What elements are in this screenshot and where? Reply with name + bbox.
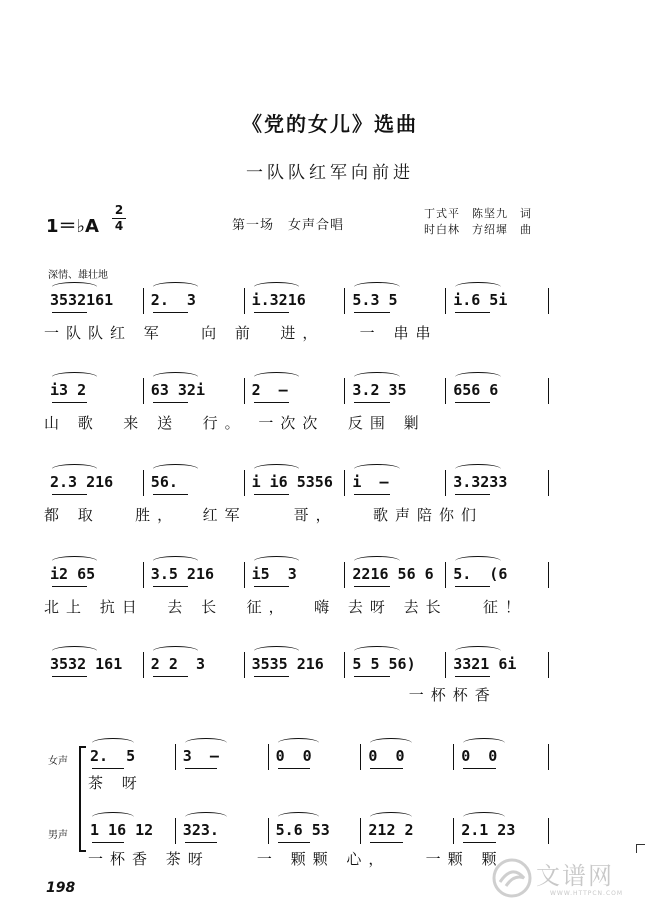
measure: 323.: [182, 821, 219, 839]
measure: 63 32i: [150, 381, 205, 399]
lyrics-line: 一杯杯香: [44, 686, 497, 704]
beam-underline: [278, 842, 310, 843]
slur-mark: [463, 812, 505, 822]
song-title: 一队队红军向前进: [246, 163, 414, 183]
notation-row: [46, 288, 550, 314]
barline: [445, 470, 446, 496]
beam-underline: [153, 494, 188, 495]
watermark-url: WWW.HTTPCN.COM: [550, 890, 624, 897]
notation-row: [46, 562, 550, 588]
barline: [268, 744, 269, 770]
barline: [175, 744, 176, 770]
barline: [548, 652, 549, 678]
beam-underline: [455, 402, 490, 403]
slur-mark: [153, 372, 198, 382]
barline: [453, 744, 454, 770]
measure: 2. 3: [150, 291, 196, 309]
measure: 2.3 216: [50, 473, 114, 491]
beam-underline: [153, 676, 188, 677]
page-title: 《党的女儿》选曲: [242, 112, 418, 136]
slur-mark: [254, 372, 299, 382]
slur-mark: [153, 556, 198, 566]
beam-underline: [92, 842, 124, 843]
barline: [360, 744, 361, 770]
beam-underline: [354, 494, 389, 495]
measure: 2 2 3: [150, 655, 205, 673]
notation-row: [46, 378, 550, 404]
slur-mark: [370, 738, 412, 748]
lyrics-line: 都 取 胜， 红军 哥， 歌声陪你们: [44, 506, 483, 524]
beam-underline: [52, 676, 87, 677]
scene-label: 第一场 女声合唱: [232, 218, 345, 233]
slur-mark: [185, 812, 227, 822]
beam-underline: [185, 842, 217, 843]
measure: 3.5 216: [150, 565, 215, 583]
slur-mark: [153, 282, 198, 292]
slur-mark: [455, 282, 500, 292]
slur-mark: [153, 646, 198, 656]
beam-underline: [153, 586, 188, 587]
slur-mark: [455, 464, 500, 474]
tempo-marking: 深情、雄壮地: [48, 270, 108, 281]
page-number: 198: [46, 880, 76, 896]
lyrics-line: 山 歌 来 送 行。 一次次 反围 剿: [44, 414, 426, 432]
beam-underline: [354, 402, 389, 403]
barline: [360, 818, 361, 844]
measure: 3535 216: [251, 655, 324, 673]
beam-underline: [52, 494, 87, 495]
barline: [143, 562, 144, 588]
barline: [548, 470, 549, 496]
barline: [548, 818, 549, 844]
slur-mark: [52, 282, 97, 292]
barline: [344, 562, 345, 588]
measure: i2 65: [50, 565, 96, 583]
notation-row-male: [86, 818, 550, 844]
beam-underline: [254, 586, 289, 587]
measure: 5.3 5: [352, 291, 398, 309]
time-signature-bottom: 4: [114, 219, 124, 233]
notation-row-female: [86, 744, 550, 770]
beam-underline: [455, 586, 490, 587]
measure: 5. (6: [453, 565, 508, 583]
beam-underline: [254, 312, 289, 313]
measure: i i6 5356: [251, 473, 333, 491]
watermark-text: 文谱网: [536, 862, 614, 890]
voice-label-female: 女声: [48, 756, 68, 767]
beam-underline: [354, 586, 389, 587]
beam-underline: [52, 586, 87, 587]
beam-underline: [370, 842, 402, 843]
barline: [445, 652, 446, 678]
slur-mark: [455, 646, 500, 656]
measure: 0 0: [461, 747, 498, 765]
slur-mark: [370, 812, 412, 822]
lyrics-line: 北上 抗日 去 长 征， 嗨 去呀 去长 征！: [44, 598, 527, 616]
slur-mark: [278, 812, 320, 822]
slur-mark: [354, 282, 399, 292]
measure: 1 16 12: [90, 821, 154, 839]
measure: 2. 5: [90, 747, 136, 765]
beam-underline: [463, 842, 495, 843]
beam-underline: [92, 768, 124, 769]
slur-mark: [463, 738, 505, 748]
beam-underline: [463, 768, 495, 769]
beam-underline: [52, 312, 87, 313]
key-signature: 1＝♭A: [46, 216, 99, 237]
beam-underline: [455, 494, 490, 495]
beam-underline: [254, 676, 289, 677]
barline: [445, 562, 446, 588]
barline: [548, 288, 549, 314]
barline: [244, 378, 245, 404]
slur-mark: [254, 646, 299, 656]
measure: i.3216: [251, 291, 306, 309]
measure: 56.: [150, 473, 178, 491]
barline: [143, 378, 144, 404]
slur-mark: [52, 646, 97, 656]
beam-underline: [278, 768, 310, 769]
measure: 3321 6i: [453, 655, 517, 673]
measure: 0 0: [275, 747, 312, 765]
lyrics-line: 一队队红 军 向 前 进， 一 串串: [44, 324, 438, 342]
beam-underline: [354, 312, 389, 313]
beam-underline: [52, 402, 87, 403]
barline: [268, 818, 269, 844]
barline: [143, 470, 144, 496]
measure: 2 —: [251, 381, 288, 399]
barline: [344, 288, 345, 314]
slur-mark: [354, 556, 399, 566]
barline: [445, 288, 446, 314]
slur-mark: [92, 812, 134, 822]
barline: [445, 378, 446, 404]
slur-mark: [254, 282, 299, 292]
lyrics-line-male: 一杯香 茶呀 一 颗颗 心， 一颗 颗: [88, 850, 504, 868]
beam-underline: [254, 402, 289, 403]
barline: [344, 470, 345, 496]
slur-mark: [254, 464, 299, 474]
notation-row: [46, 652, 550, 678]
barline: [344, 652, 345, 678]
slur-mark: [354, 464, 399, 474]
barline: [344, 378, 345, 404]
measure: 5.6 53: [275, 821, 330, 839]
measure: 3532 161: [50, 655, 123, 673]
credits: [424, 206, 532, 238]
measure: 5 5 56): [352, 655, 416, 673]
slur-mark: [455, 372, 500, 382]
beam-underline: [354, 676, 389, 677]
barline: [244, 470, 245, 496]
barline: [175, 818, 176, 844]
barline: [244, 652, 245, 678]
measure: 3532161: [50, 291, 114, 309]
time-signature-top: 2: [114, 203, 124, 217]
slur-mark: [185, 738, 227, 748]
measure: i.6 5i: [453, 291, 508, 309]
barline: [453, 818, 454, 844]
notation-row: [46, 470, 550, 496]
measure: 2.1 23: [461, 821, 516, 839]
slur-mark: [278, 738, 320, 748]
barline: [244, 288, 245, 314]
watermark: [480, 852, 650, 908]
slur-mark: [52, 464, 97, 474]
barline: [548, 744, 549, 770]
beam-underline: [153, 312, 188, 313]
slur-mark: [92, 738, 134, 748]
slur-mark: [52, 556, 97, 566]
voice-bracket: [79, 746, 86, 852]
beam-underline: [455, 676, 490, 677]
measure: 656 6: [453, 381, 499, 399]
lyrics-line-female: 茶 呀: [88, 774, 144, 792]
barline: [548, 378, 549, 404]
time-signature: [112, 204, 126, 233]
voice-label-male: 男声: [48, 830, 68, 841]
beam-underline: [455, 312, 490, 313]
measure: i3 2: [50, 381, 87, 399]
barline: [143, 288, 144, 314]
slur-mark: [455, 556, 500, 566]
measure: 212 2: [368, 821, 414, 839]
beam-underline: [254, 494, 289, 495]
measure: 2216 56 6: [352, 565, 434, 583]
measure: 3.2 35: [352, 381, 407, 399]
measure: 3 —: [182, 747, 219, 765]
beam-underline: [153, 402, 188, 403]
measure: 3.3233: [453, 473, 508, 491]
slur-mark: [354, 646, 399, 656]
composers-credit: 时白林 方绍墀 曲: [424, 223, 532, 236]
lyricists-credit: 丁式平 陈坚九 词: [424, 207, 532, 220]
slur-mark: [354, 372, 399, 382]
slur-mark: [52, 372, 97, 382]
barline: [244, 562, 245, 588]
watermark-logo-icon: [490, 856, 534, 900]
slur-mark: [254, 556, 299, 566]
measure: i —: [352, 473, 389, 491]
barline: [143, 652, 144, 678]
slur-mark: [153, 464, 198, 474]
beam-underline: [370, 768, 402, 769]
barline: [548, 562, 549, 588]
measure: 0 0: [368, 747, 405, 765]
measure: i5 3: [251, 565, 297, 583]
beam-underline: [185, 768, 217, 769]
